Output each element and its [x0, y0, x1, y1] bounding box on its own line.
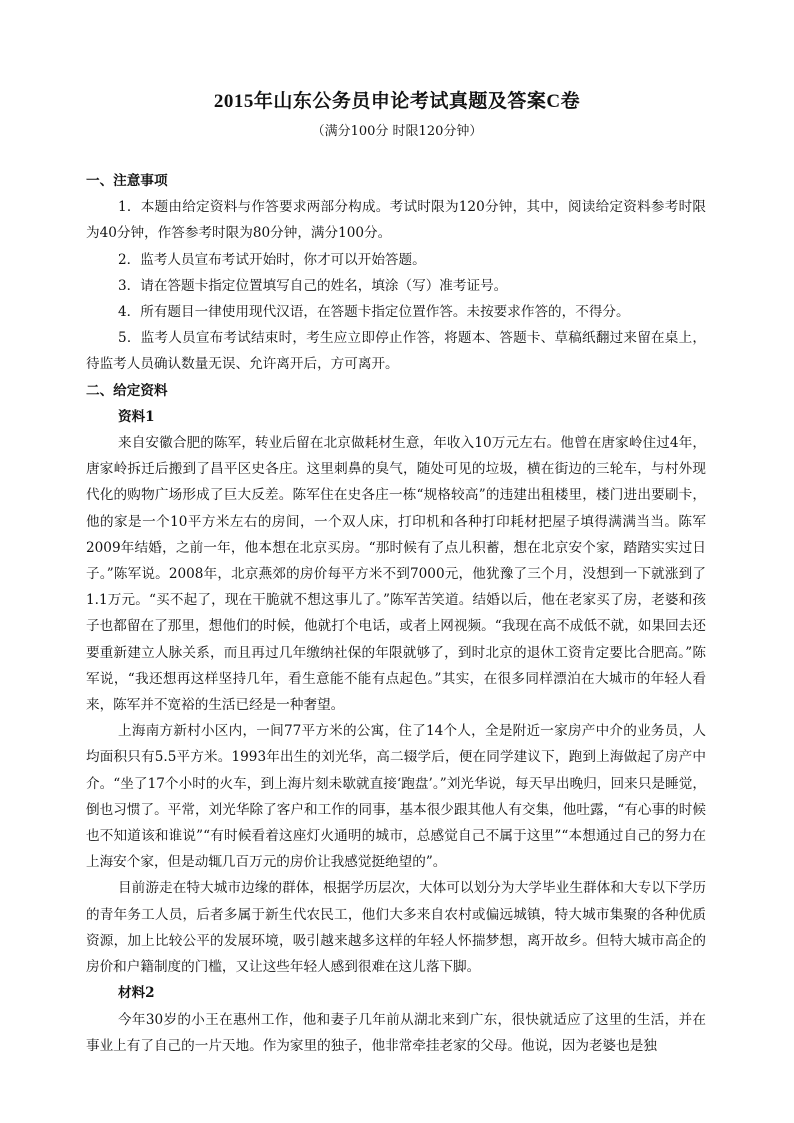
section-heading-notes: 一、注意事项: [86, 173, 168, 189]
notes-item: 4．所有题目一律使用现代汉语，在答题卡指定位置作答。未按要求作答的，不得分。: [118, 304, 630, 321]
document-body: [86, 168, 706, 1059]
material-paragraph: 今年30岁的小王在惠州工作，他和妻子几年前从湖北来到广东，很快就适应了这里的生活，并在事业上有了自己的一片天地。作为家里的独子，他非常牵挂老家的父母。他说，因为老婆也是独: [86, 1011, 706, 1054]
notes-item: 3．请在答题卡指定位置填写自己的姓名，填涂（写）准考证号。: [118, 277, 508, 294]
page-title: 2015年山东公务员申论考试真题及答案C卷: [213, 91, 581, 112]
notes-item: 1．本题由给定资料与作答要求两部分构成。考试时限为120分钟，其中，阅读给定资料参考时限为40分钟，作答参考时限为80分钟，满分100分。: [86, 199, 706, 242]
page-subtitle: （满分100分 时限120分钟）: [311, 124, 483, 139]
material-paragraph: 上海南方新村小区内，一间77平方米的公寓，住了14个人，全是附近一家房产中介的业务员，人均面积只有5.5平方米。1993年出生的刘光华，高二辍学后，便在同学建议下，跑到上海做起了房产中介。“坐了17个小时的火车，到上海片刻未歇就直接‘跑盘’。”刘光华说，每天早出晚归，回来只是睡觉，倒也习惯了。平常，刘光华除了客户和工作的同事，基本很少跟其他人有交集，他吐露，“有心事的时候也不知道该和谁说”“有时候看着这座灯火通明的城市，总感觉自己不属于这里”“本想通过自己的努力在上海安个家，但是动辄几百万元的房价让我感觉挺绝望的”。: [86, 723, 706, 871]
section-heading-materials: 二、给定资料: [86, 382, 168, 399]
material-label: 材料2: [118, 985, 155, 1002]
material-label: 资料1: [118, 408, 155, 425]
notes-item: 5．监考人员宣布考试结束时，考生应立即停止作答，将题本、答题卡、草稿纸翻过来留在桌上，待监考人员确认数量无误、允许离开后，方可离开。: [86, 330, 706, 373]
notes-item: 2．监考人员宣布考试开始时，你才可以开始答题。: [118, 251, 426, 268]
material-paragraph: 来自安徽合肥的陈军，转业后留在北京做耗材生意，年收入10万元左右。他曾在唐家岭住过4年，唐家岭拆迁后搬到了昌平区史各庄。这里刺鼻的臭气，随处可见的垃圾，横在街边的三轮车，与村外现代化的购物广场形成了巨大反差。陈军住在史各庄一栋“规格较高”的违建出租楼里，楼门进出要刷卡，他的家是一个10平方米左右的房间，一个双人床，打印机和各种打印耗材把屋子填得满满当当。陈军2009年结婚，之前一年，他本想在北京买房。“那时候有了点儿积蓄，想在北京安个家，踏踏实实过日子。”陈军说。2008年，北京燕郊的房价每平方米不到7000元，他犹豫了三个月，没想到一下就涨到了1.1万元。“买不起了，现在干脆就不想这事儿了。”陈军苦笑道。结婚以后，他在老家买了房，老婆和孩子也都留在了那里，想他们的时候，他就打个电话，或者上网视频。“我现在高不成低不就，如果回去还要重新建立人脉关系，而且再过几年缴纳社保的年限就够了，到时北京的退休工资肯定要比合肥高。”陈军说，“我还想再这样坚持几年，看生意能不能有点起色。”其实，在很多同样漂泊在大城市的年轻人看来，陈军并不宽裕的生活已经是一种奢望。: [86, 435, 706, 714]
material-paragraph: 目前游走在特大城市边缘的群体，根据学历层次，大体可以划分为大学毕业生群体和大专以下学历的青年务工人员，后者多属于新生代农民工，他们大多来自农村或偏远城镇，特大城市集聚的各种优质资源，加上比较公平的发展环境，吸引越来越多这样的年轻人怀揣梦想，离开故乡。但特大城市高企的房价和户籍制度的门槛，又让这些年轻人感到很难在这儿落下脚。: [86, 880, 706, 976]
